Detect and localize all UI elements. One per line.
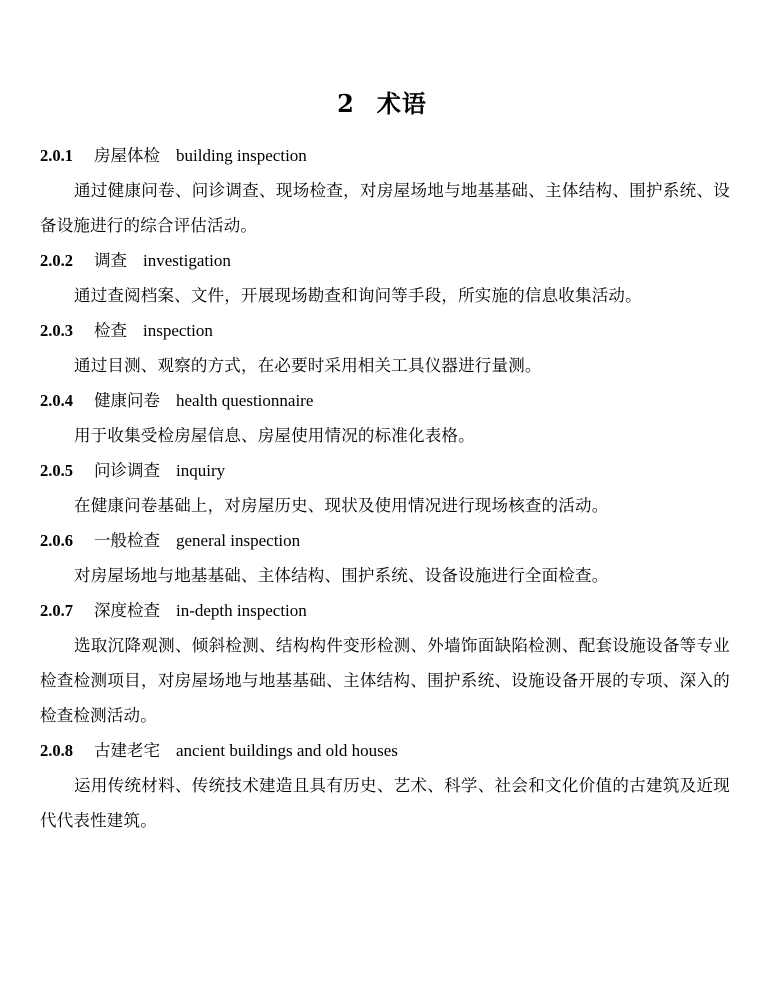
term-number: 2.0.6 bbox=[40, 531, 73, 550]
term-english: investigation bbox=[143, 251, 231, 270]
term-number: 2.0.3 bbox=[40, 321, 73, 340]
term-definition: 选取沉降观测、倾斜检测、结构构件变形检测、外墙饰面缺陷检测、配套设施设备等专业检查检测项目，对房屋场地与地基基础、主体结构、围护系统、设施设备开展的专项、深入的检查检测活动。 bbox=[40, 636, 730, 725]
term-2-0-7 bbox=[40, 593, 730, 733]
term-2-0-2 bbox=[40, 243, 730, 313]
term-english: ancient buildings and old houses bbox=[176, 741, 398, 760]
term-definition: 通过健康问卷、问诊调查、现场检查，对房屋场地与地基基础、主体结构、围护系统、设备设施进行的综合评估活动。 bbox=[40, 181, 730, 235]
term-2-0-4 bbox=[40, 383, 730, 453]
term-heading bbox=[40, 383, 730, 418]
chapter-number: 2 bbox=[337, 89, 355, 118]
term-heading bbox=[40, 733, 730, 768]
term-heading bbox=[40, 243, 730, 278]
term-2-0-1 bbox=[40, 138, 730, 243]
terms-list bbox=[40, 138, 730, 838]
term-number: 2.0.7 bbox=[40, 601, 73, 620]
term-definition: 运用传统材料、传统技术建造且具有历史、艺术、科学、社会和文化价值的古建筑及近现代代表性建筑。 bbox=[40, 776, 730, 830]
term-definition: 通过目测、观察的方式，在必要时采用相关工具仪器进行量测。 bbox=[74, 356, 542, 375]
term-heading bbox=[40, 523, 730, 558]
term-heading bbox=[40, 138, 730, 173]
term-number: 2.0.1 bbox=[40, 146, 73, 165]
term-english: in-depth inspection bbox=[176, 601, 307, 620]
term-chinese: 检查 bbox=[94, 321, 127, 340]
chapter-title-text: 术语 bbox=[376, 89, 427, 118]
term-chinese: 一般检查 bbox=[94, 531, 160, 550]
term-chinese: 问诊调查 bbox=[94, 461, 160, 480]
chapter-title bbox=[0, 86, 764, 122]
term-number: 2.0.8 bbox=[40, 741, 73, 760]
term-chinese: 房屋体检 bbox=[94, 146, 160, 165]
term-2-0-6 bbox=[40, 523, 730, 593]
term-definition: 对房屋场地与地基基础、主体结构、围护系统、设备设施进行全面检查。 bbox=[74, 566, 609, 585]
term-2-0-8 bbox=[40, 733, 730, 838]
term-english: health questionnaire bbox=[176, 391, 314, 410]
term-english: building inspection bbox=[176, 146, 307, 165]
term-definition: 用于收集受检房屋信息、房屋使用情况的标准化表格。 bbox=[74, 426, 475, 445]
term-english: inspection bbox=[143, 321, 213, 340]
term-chinese: 调查 bbox=[94, 251, 127, 270]
term-heading bbox=[40, 453, 730, 488]
term-2-0-3 bbox=[40, 313, 730, 383]
term-number: 2.0.2 bbox=[40, 251, 73, 270]
term-number: 2.0.4 bbox=[40, 391, 73, 410]
term-chinese: 深度检查 bbox=[94, 601, 160, 620]
term-heading bbox=[40, 313, 730, 348]
term-2-0-5 bbox=[40, 453, 730, 523]
term-number: 2.0.5 bbox=[40, 461, 73, 480]
term-english: general inspection bbox=[176, 531, 301, 550]
term-heading bbox=[40, 593, 730, 628]
term-chinese: 健康问卷 bbox=[94, 391, 160, 410]
term-chinese: 古建老宅 bbox=[94, 741, 160, 760]
term-definition: 在健康问卷基础上，对房屋历史、现状及使用情况进行现场核查的活动。 bbox=[74, 496, 609, 515]
term-english: inquiry bbox=[176, 461, 226, 480]
term-definition: 通过查阅档案、文件，开展现场勘查和询问等手段，所实施的信息收集活动。 bbox=[74, 286, 642, 305]
